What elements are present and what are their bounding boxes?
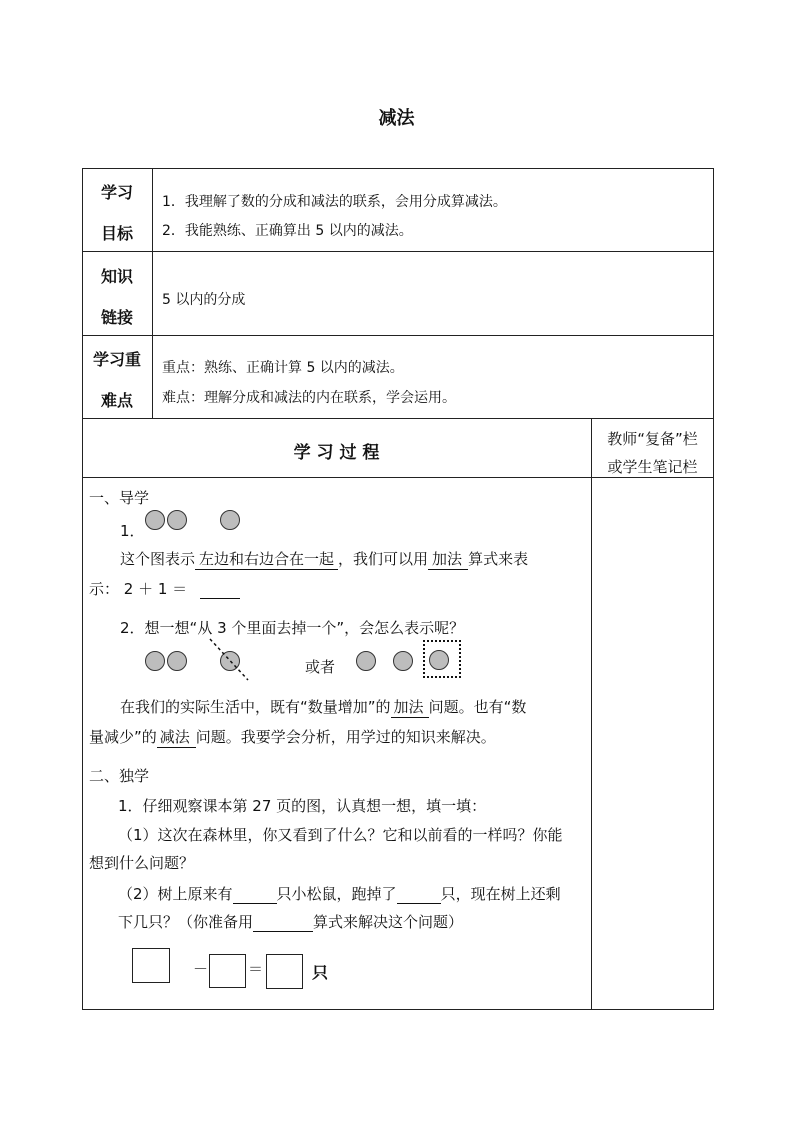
circle-icon xyxy=(145,651,165,671)
answer-text: 加法 xyxy=(432,550,463,568)
sentence-text: 只小松鼠，跑掉了 xyxy=(276,885,397,903)
fill-blank[interactable] xyxy=(253,913,313,932)
difficult-point: 难点：理解分成和减法的内在联系，学会运用。 xyxy=(162,390,456,406)
answer-text: 加法 xyxy=(393,698,424,716)
guide-sentence xyxy=(120,548,528,570)
strike-line-icon xyxy=(205,634,255,684)
circle-icon xyxy=(167,651,187,671)
fill-blank[interactable] xyxy=(233,885,277,904)
circle-icon xyxy=(167,510,187,530)
self-item-1: 1．仔细观察课本第 27 页的图，认真想一想，填一填： xyxy=(118,797,487,815)
answer-blank xyxy=(428,548,468,570)
answer-box[interactable] xyxy=(209,954,246,988)
key-point: 重点：熟练、正确计算 5 以内的减法。 xyxy=(162,360,404,376)
answer-box[interactable] xyxy=(266,954,303,989)
table-rule xyxy=(82,335,714,336)
key-label: 学习重 xyxy=(92,350,141,369)
guide-sentence xyxy=(89,578,240,599)
answer-blank xyxy=(195,548,338,570)
table-border xyxy=(82,1009,714,1010)
side-header: 或学生笔记栏 xyxy=(607,458,698,476)
question-1: （1）这次在森林里，你又看到了什么？它和以前看的一样吗？你能 xyxy=(118,826,563,844)
table-border xyxy=(713,168,714,1010)
sentence-text: 示： 2 ＋ 1 ＝ xyxy=(89,580,188,598)
goal-label: 目标 xyxy=(100,224,133,243)
sentence-text: 下几只？（你准备用 xyxy=(118,913,254,931)
guide-paragraph xyxy=(120,696,526,718)
answer-blank xyxy=(157,726,196,748)
table-border xyxy=(82,168,83,1010)
answer-box[interactable] xyxy=(132,948,170,983)
sentence-text: 算式来解决这个问题） xyxy=(313,913,464,931)
answer-blank xyxy=(200,580,240,599)
section-heading: 二、独学 xyxy=(89,767,150,785)
knowledge-label: 知识 xyxy=(100,267,133,286)
unit-label: 只 xyxy=(312,963,329,982)
question-1: 想到什么问题？ xyxy=(89,854,195,872)
fill-blank[interactable] xyxy=(397,885,441,904)
answer-text: 左边和右边合在一起 xyxy=(199,550,335,568)
table-rule xyxy=(82,477,714,478)
sentence-text: 问题。也有“数 xyxy=(428,698,527,716)
key-label: 难点 xyxy=(100,391,133,410)
circle-icon xyxy=(145,510,165,530)
guide-item-2: 2．想一想“从 3 个里面去掉一个”，会怎么表示呢？ xyxy=(120,619,465,637)
label-divider xyxy=(152,168,153,418)
side-divider xyxy=(591,418,592,1009)
sentence-text: ，我们可以用 xyxy=(338,550,429,568)
or-text: 或者 xyxy=(305,658,336,676)
answer-text: 减法 xyxy=(159,728,190,746)
sentence-text: 问题。我要学会分析，用学过的知识来解决。 xyxy=(195,728,496,746)
goal-item: 2．我能熟练、正确算出 5 以内的减法。 xyxy=(162,223,413,239)
knowledge-label: 链接 xyxy=(100,308,133,327)
sentence-text: 在我们的实际生活中，既有“数量增加”的 xyxy=(120,698,391,716)
sentence-text: 算式来表 xyxy=(468,550,529,568)
question-2 xyxy=(118,883,561,904)
side-header: 教师“复备”栏 xyxy=(607,430,698,448)
table-rule xyxy=(82,251,714,252)
goal-item: 1．我理解了数的分成和减法的联系，会用分成算减法。 xyxy=(162,194,507,210)
table-border xyxy=(82,168,714,169)
goal-label: 学习 xyxy=(100,183,133,202)
sentence-text: 量减少”的 xyxy=(89,728,157,746)
item-number: 1． xyxy=(120,522,145,540)
process-header: 学 习 过 程 xyxy=(293,443,380,463)
circle-icon xyxy=(356,651,376,671)
page-title: 减法 xyxy=(378,108,415,129)
section-heading: 一、导学 xyxy=(89,489,150,507)
sentence-text: 这个图表示 xyxy=(120,550,196,568)
question-2 xyxy=(118,911,463,932)
guide-paragraph xyxy=(89,726,496,748)
minus-sign: － xyxy=(193,960,209,978)
table-rule xyxy=(82,418,714,419)
sentence-text: （2）树上原来有 xyxy=(118,885,233,903)
circle-icon xyxy=(220,510,240,530)
knowledge-text: 5 以内的分成 xyxy=(162,292,246,308)
circle-icon xyxy=(429,650,449,670)
equals-sign: ＝ xyxy=(248,960,264,978)
answer-blank xyxy=(391,696,429,718)
sentence-text: 只，现在树上还剩 xyxy=(440,885,561,903)
circle-icon xyxy=(393,651,413,671)
